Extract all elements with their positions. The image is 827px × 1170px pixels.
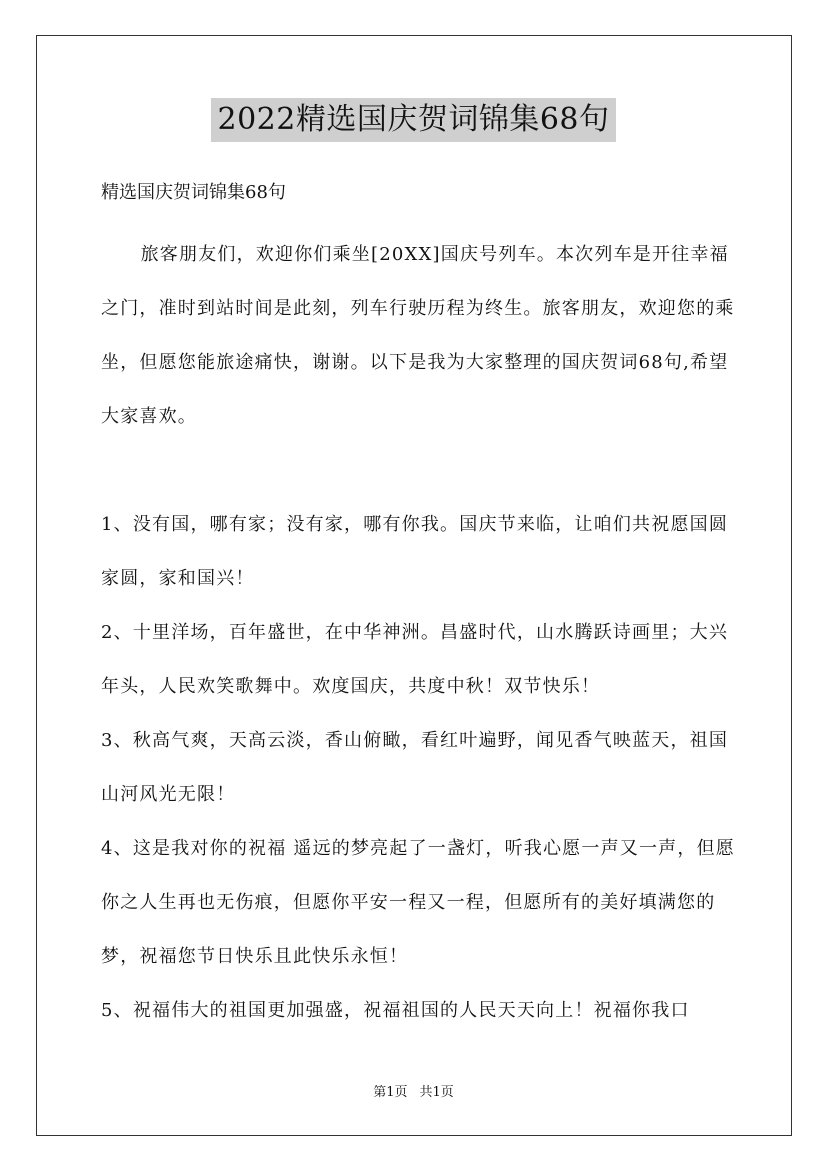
greeting-item: 1、没有国，哪有家；没有家，哪有你我。国庆节来临，让咱们共祝愿国圆家圆，家和国兴！: [101, 514, 729, 589]
document-subtitle: 精选国庆贺词锦集68句: [101, 182, 286, 203]
greeting-item: 2、十里洋场，百年盛世，在中华神洲。昌盛时代，山水腾跃诗画里；大兴年头，人民欢笑歌舞中。欢度国庆，共度中秋！双节快乐！: [101, 622, 729, 697]
title-container: [0, 98, 827, 142]
page-footer: [0, 1083, 827, 1103]
greeting-item: 5、祝福伟大的祖国更加强盛，祝福祖国的人民天天向上！祝福你我口: [101, 1000, 690, 1021]
greeting-item: 4、这是我对你的祝福 遥远的梦亮起了一盏灯，听我心愿一声又一声，但愿你之人生再也无伤痕，但愿你平安一程又一程，但愿所有的美好填满您的梦，祝福您节日快乐且此快乐永恒！: [101, 838, 735, 967]
page-total: 共1页: [419, 1085, 454, 1100]
paragraph-gap: [101, 444, 741, 498]
greeting-item: 3、秋高气爽，天高云淡，香山俯瞰，看红叶遍野，闻见香气映蓝天，祖国山河风光无限！: [101, 730, 729, 805]
document-body: [101, 228, 741, 1038]
intro-paragraph: 旅客朋友们，欢迎你们乘坐[20XX]国庆号列车。本次列车是开往幸福之门，准时到站时间是此刻，列车行驶历程为终生。旅客朋友，欢迎您的乘坐，但愿您能旅途痛快，谢谢。以下是我为大家整理的国庆贺词68句,希望大家喜欢。: [101, 244, 735, 427]
page-number: 第1页: [373, 1085, 408, 1100]
document-title: 2022精选国庆贺词锦集68句: [211, 98, 615, 142]
